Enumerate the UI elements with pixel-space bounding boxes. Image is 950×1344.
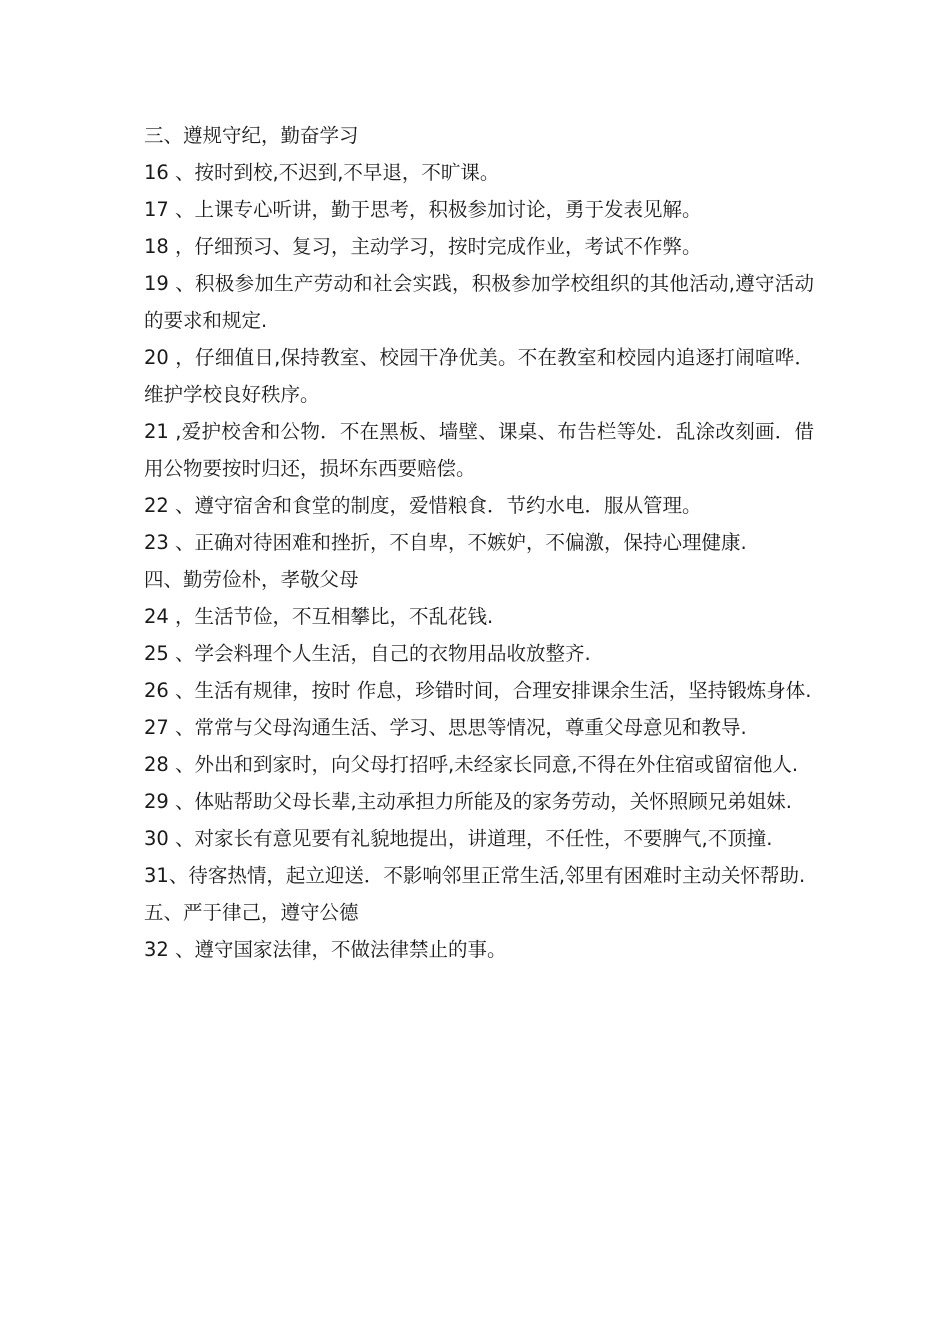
paragraph: 32 、遵守国家法律，不做法律禁止的事。 [144, 938, 507, 961]
paragraph: 28 、外出和到家时，向父母打招呼,未经家长同意,不得在外住宿或留宿他人. [144, 753, 799, 776]
paragraph: 25 、学会料理个人生活，自己的衣物用品收放整齐. [144, 642, 591, 665]
document-body [144, 117, 814, 968]
paragraph: 26 、生活有规律，按时 作息，珍错时间，合理安排课余生活，坚持锻炼身体. [144, 679, 812, 702]
paragraph: 17 、上课专心听讲，勤于思考，积极参加讨论，勇于发表见解。 [144, 198, 702, 221]
paragraph: 22 、遵守宿舍和食堂的制度，爱惜粮食．节约水电．服从管理。 [144, 494, 702, 517]
paragraph: 五、严于律己，遵守公德 [144, 901, 359, 924]
paragraph: 31、待客热情，起立迎送．不影响邻里正常生活,邻里有困难时主动关怀帮助. [144, 864, 806, 887]
paragraph: 三、遵规守纪，勤奋学习 [144, 124, 359, 147]
paragraph: 21 ,爱护校舍和公物．不在黑板、墙壁、课桌、布告栏等处．乱涂改刻画．借用公物要按时归还，损坏东西要赔偿。 [144, 420, 814, 480]
paragraph: 16 、按时到校,不迟到,不早退，不旷课。 [144, 161, 500, 184]
paragraph: 30 、对家长有意见要有礼貌地提出，讲道理，不任性，不要脾气,不顶撞. [144, 827, 773, 850]
paragraph: 27 、常常与父母沟通生活、学习、思思等情况，尊重父母意见和教导. [144, 716, 747, 739]
paragraph: 23 、正确对待困难和挫折，不自卑，不嫉妒，不偏激，保持心理健康. [144, 531, 747, 554]
paragraph: 18 ，仔细预习、复习，主动学习，按时完成作业，考试不作弊。 [144, 235, 702, 258]
paragraph: 20 ，仔细值日,保持教室、校园干净优美。不在教室和校园内追逐打闹喧哗．维护学校良好秩序。 [144, 346, 814, 406]
paragraph: 24 ，生活节俭，不互相攀比，不乱花钱. [144, 605, 494, 628]
paragraph: 29 、体贴帮助父母长辈,主动承担力所能及的家务劳动，关怀照顾兄弟姐妹. [144, 790, 792, 813]
paragraph: 19 、积极参加生产劳动和社会实践，积极参加学校组织的其他活动,遵守活动的要求和规定. [144, 272, 814, 332]
paragraph: 四、勤劳俭朴，孝敬父母 [144, 568, 359, 591]
